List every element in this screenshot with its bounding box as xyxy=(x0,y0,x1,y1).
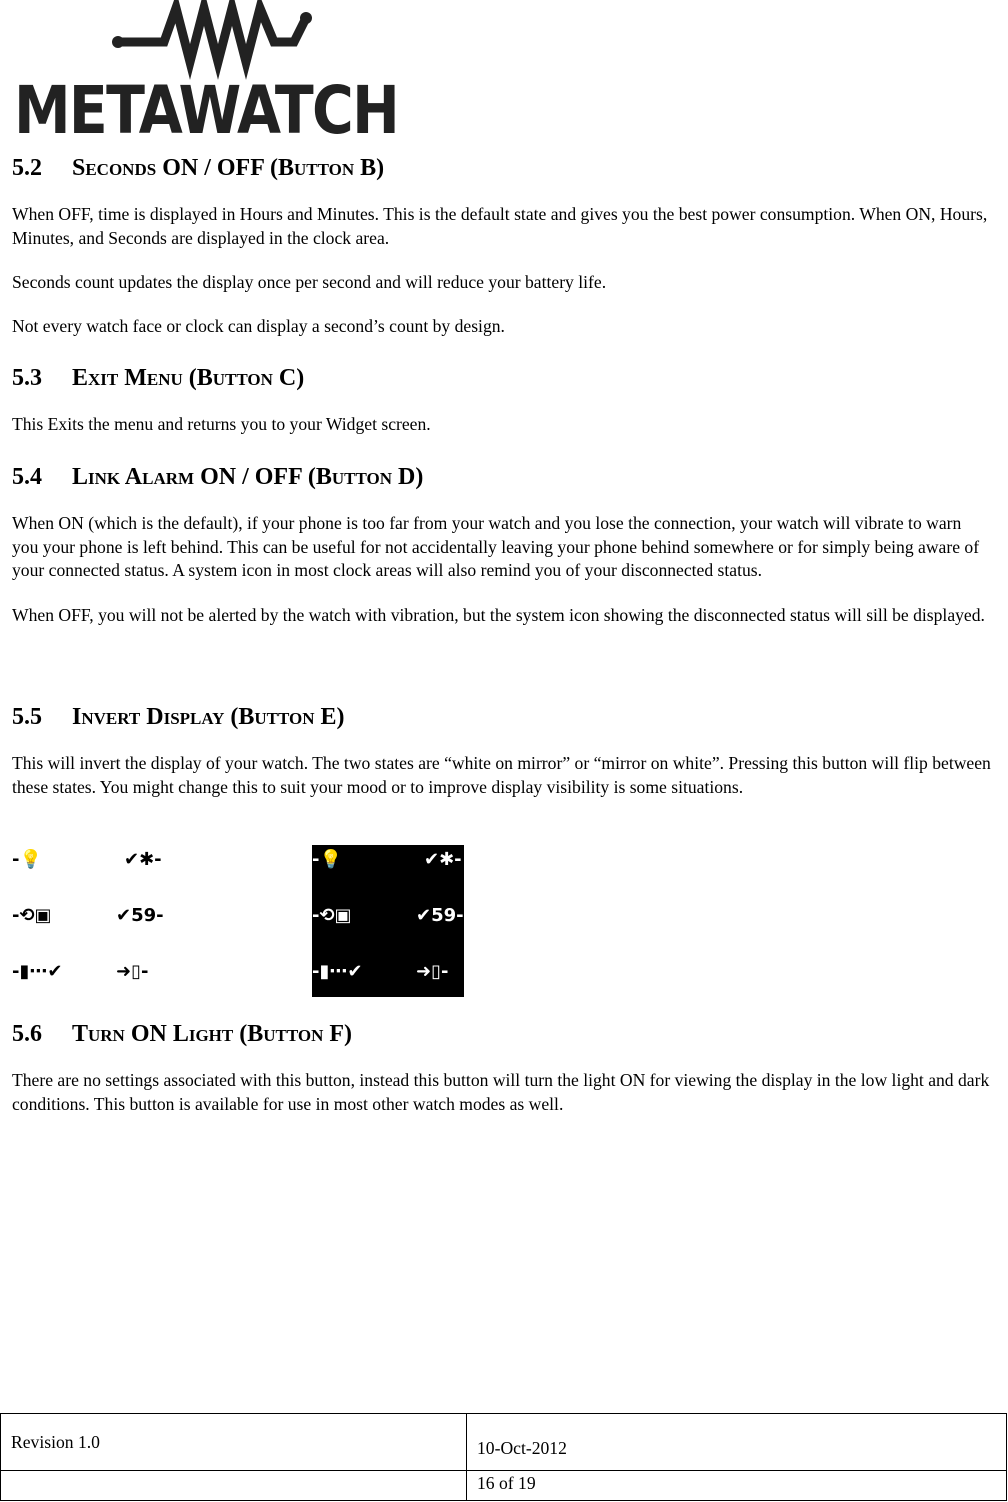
invert-display-icon: -⟲▣ xyxy=(12,905,52,926)
section-5-5 xyxy=(12,703,992,799)
watch-menu-inverted xyxy=(312,845,464,997)
page-number-cell: 16 of 19 xyxy=(467,1471,1007,1501)
light-bulb-icon: -💡 xyxy=(12,849,42,870)
seconds-check-icon: ✔59- xyxy=(116,905,164,926)
paragraph: Not every watch face or clock can display a second’s count by design. xyxy=(12,315,505,336)
paragraph: Seconds count updates the display once per second and will reduce your battery life. xyxy=(12,272,607,292)
exit-door-icon: ➜▯- xyxy=(116,961,149,982)
section-heading: 5.3 Exit Menu (Button C) xyxy=(12,365,305,391)
date-cell: 10-Oct-2012 xyxy=(467,1414,1007,1471)
paragraph: This Exits the menu and returns you to your Widget screen. xyxy=(12,414,431,434)
pulse-wave-icon xyxy=(112,8,312,62)
invert-display-icon: -⟲▣ xyxy=(312,905,352,926)
section-heading: 5.2 Seconds ON / OFF (Button B) xyxy=(12,155,385,181)
section-5-2 xyxy=(12,154,992,338)
exit-door-icon: ➜▯- xyxy=(416,961,449,982)
seconds-value: 59 xyxy=(431,905,457,926)
section-5-3 xyxy=(12,364,992,437)
section-heading: 5.4 Link Alarm ON / OFF (Button D) xyxy=(12,464,424,490)
paragraph: When OFF, time is displayed in Hours and Minutes. This is the default state and gives you the best power consumption. When ON, Hours, Minutes, and Seconds are displayed in the clock area. xyxy=(12,204,988,248)
paragraph: There are no settings associated with this button, instead this button will turn the light ON for viewing the display in the low light and dark conditions. This button is available for use in most other watch modes as well. xyxy=(12,1070,990,1114)
paragraph: This will invert the display of your watch. The two states are “white on mirror” or “mirror on white”. Pressing this button will flip between these states. You might change this to suit your mood or to improve display visibility is some situations. xyxy=(12,753,991,797)
metawatch-logo xyxy=(14,0,404,149)
paragraph: When OFF, you will not be alerted by the watch with vibration, but the system icon showing the disconnected status will sill be displayed. xyxy=(12,604,985,625)
section-5-4 xyxy=(12,463,992,627)
section-heading: 5.5 Invert Display (Button E) xyxy=(12,704,345,730)
bluetooth-check-icon: ✔✱- xyxy=(124,849,162,870)
bluetooth-check-icon: ✔✱- xyxy=(424,849,462,870)
link-alarm-icon: -▮⋯✔ xyxy=(12,961,63,982)
link-alarm-icon: -▮⋯✔ xyxy=(312,961,363,982)
light-bulb-icon: -💡 xyxy=(312,849,342,870)
revision-cell: Revision 1.0 xyxy=(1,1414,467,1471)
section-5-6 xyxy=(12,1020,992,1116)
paragraph: When ON (which is the default), if your phone is too far from your watch and you lose the connection, your watch will vibrate to warn you your phone is left behind. This can be useful for not accidentally leaving your phone behind somewhere or for simply being aware of your connected status. A system icon in most clock areas will also remind you of your disconnected status. xyxy=(12,513,980,580)
section-heading: 5.6 Turn ON Light (Button F) xyxy=(12,1021,353,1047)
footer-table xyxy=(0,1413,1007,1501)
logo-text: METAWATCH xyxy=(14,72,398,149)
seconds-check-icon: ✔59- xyxy=(416,905,464,926)
seconds-value: 59 xyxy=(131,905,157,926)
watch-menu-normal xyxy=(12,845,164,997)
empty-cell xyxy=(1,1471,467,1501)
